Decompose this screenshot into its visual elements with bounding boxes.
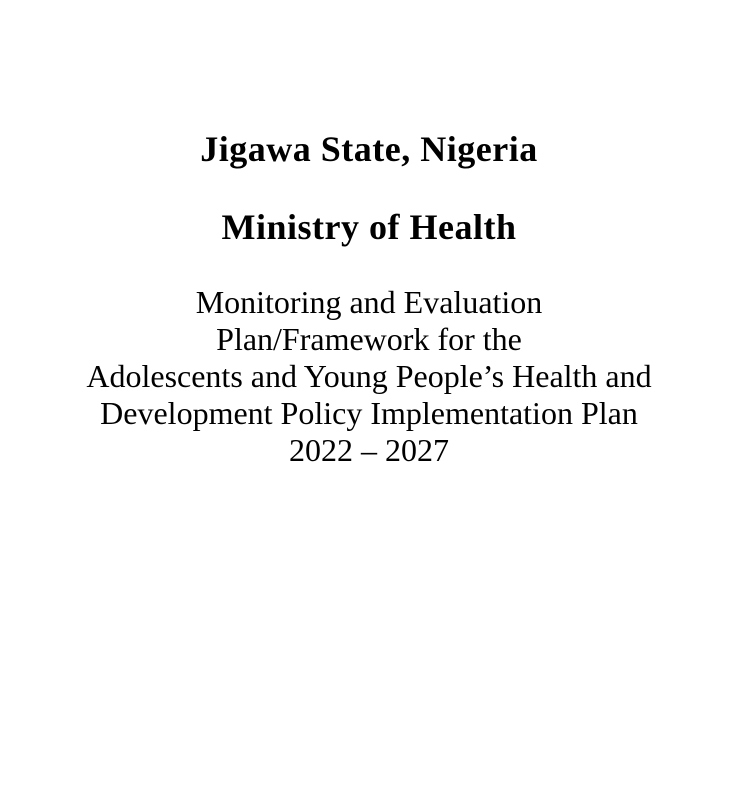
body-line-development-policy: Development Policy Implementation Plan <box>100 395 638 431</box>
body-line-monitoring-evaluation: Monitoring and Evaluation <box>195 284 543 320</box>
body-line-adolescents-young-people: Adolescents and Young People’s Health and <box>86 358 652 394</box>
body-line-plan-framework: Plan/Framework for the <box>216 321 522 357</box>
document-body <box>0 284 738 469</box>
body-line-year-range: 2022 – 2027 <box>289 432 449 468</box>
document-subtitle: Ministry of Health <box>221 207 517 247</box>
document-title: Jigawa State, Nigeria <box>200 129 538 169</box>
